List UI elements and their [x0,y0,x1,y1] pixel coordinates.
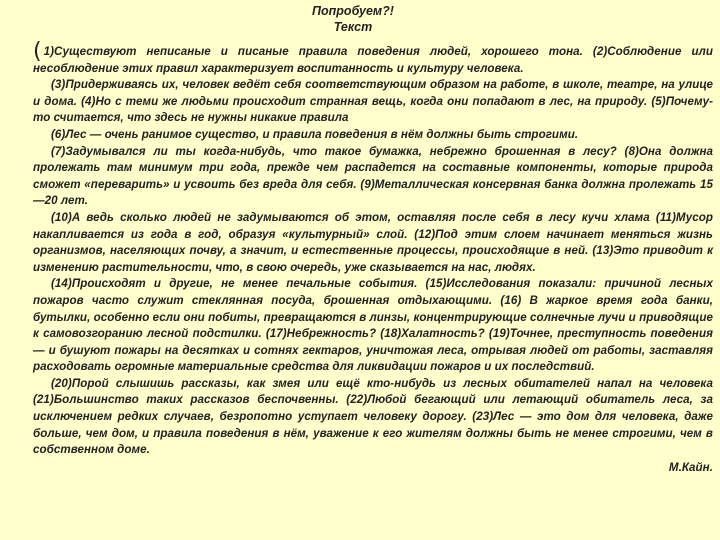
paragraph-7: (20)Порой слышишь рассказы, как змея или ещё кто-нибудь из лесных обитателей напал на человека (21)Большинство таких рассказов беспочвенны. (22)Любой бегающий или летающий обитатель леса, за исключением редких случаев, безропотно уступает человеку дорогу. (23)Лес — это дом для человека, даже больше, чем дом, и правила поведения в нём, уважение к его жителям должны быть не менее строгими, чем в собственном доме. [33,376,713,457]
paragraph-2: (3)Придерживаясь их, человек ведёт себя соответствующим образом на работе, в школе, театре, на улице и дома. (4)Но с теми же людьми происходит странная вещь, когда они попадают в лес, на природу. (5)Почему-то считается, что здесь не нужны никакие правила [33,78,713,125]
paragraph-6: (14)Происходят и другие, не менее печальные события. (15)Исследования показали: причиной лесных пожаров часто служит стеклянная посуда, брошенная отдыхающими. (16) В жаркое время года банки, бутылки, особенно если они побиты, превращаются в линзы, концентрирующие солнечные лучи и приводящие к самовозгоранию лесной подстилки. (17)Небрежность? (18)Халатность? (19)Точнее, преступность поведения — и бушуют пожары на десятках и сотнях гектаров, уничтожая леса, отрывая людей от работы, заставляя расходовать огромные материальные средства для ликвидации пожаров и их последствий. [33,277,713,374]
paragraph-1 [33,39,713,77]
paragraph-4: (7)Задумывался ли ты когда-нибудь, что такое бумажка, небрежно брошенная в лесу? (8)Она должна пролежать там минимум три года, прежде чем распадется на составные компоненты, которые природа сможет «переварить» и усвоить без вреда для себя. (9)Металлическая консервная банка должна пролежать 15—20 лет. [33,144,713,208]
opening-parenthesis: ( [33,39,42,64]
text-body [33,39,713,476]
heading-title: Попробуем?! [312,4,394,18]
heading-block [0,3,720,35]
paragraph-5: (10)А ведь сколько людей не задумываются об этом, оставляя после себя в лесу кучи хлама (11)Мусор накапливается из года в год, образуя «культурный» слой. (12)Под этим слоем начинает меняться жизнь организмов, населяющих почву, а значит, и естественные процессы, происходящие в ней. (13)Это приводит к изменению растительности, что, в свою очередь, уже сказывается на нас, людях. [33,210,713,274]
paragraph-3: (6)Лес — очень ранимое существо, и правила поведения в нём должны быть строгими. [51,127,579,141]
heading-subtitle: Текст [333,20,373,34]
author-signature: М.Кайн. [668,460,713,474]
paragraph-1-text: 1)Существуют неписаные и писаные правила поведения людей, хорошего тона. (2)Соблюдение или несоблюдение этих правил характеризует воспитанность и культуру человека. [33,45,713,75]
